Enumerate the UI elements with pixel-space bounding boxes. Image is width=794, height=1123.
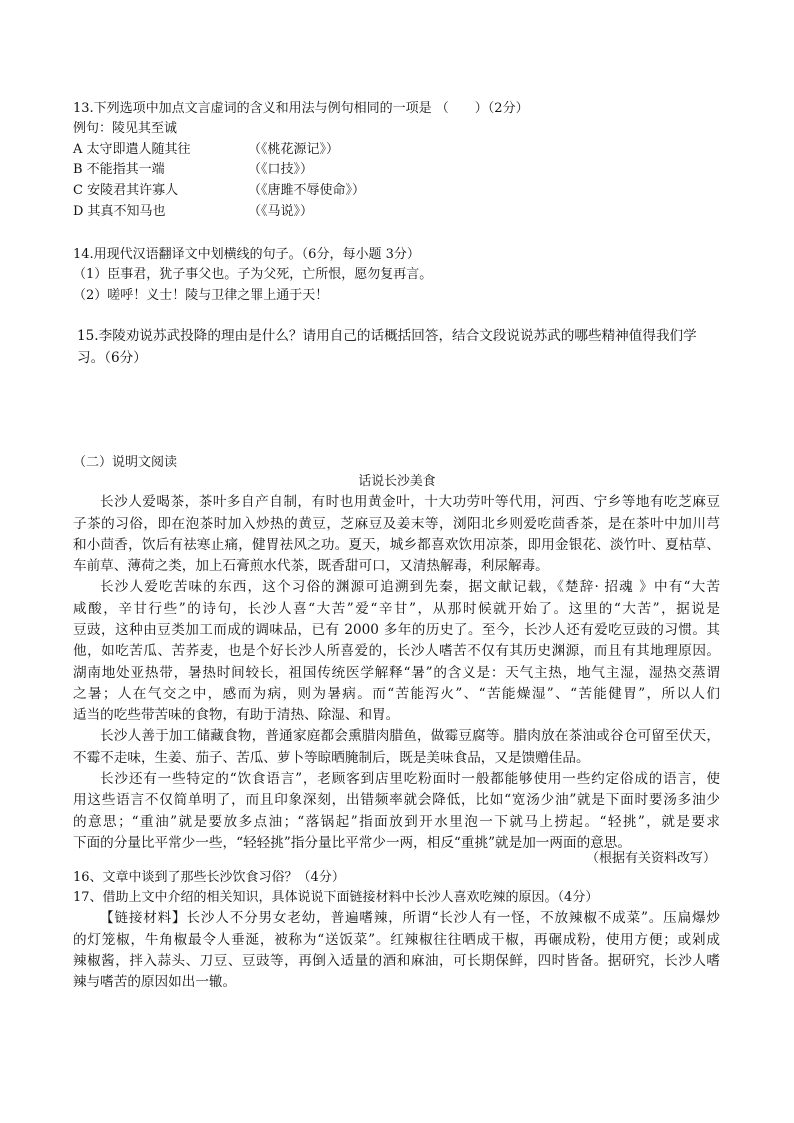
- paragraph-1-line-1: 长沙人爱喝茶，茶叶多自产自制，有时也用黄金叶，十大功劳叶等代用，河西、宁乡等地有吃芝麻豆: [100, 494, 720, 510]
- article-source: （根据有关资料改写）: [585, 851, 716, 866]
- q13-option-c: C 安陵君其许寡人: [73, 183, 179, 198]
- q17-stem: 17、借助上文中介绍的相关知识，具体说说下面链接材料中长沙人喜欢吃辣的原因。（4分）: [73, 890, 599, 905]
- article-title: 话说长沙美食: [358, 474, 436, 489]
- q17-material-line-3: 辣椒酱，拌入蒜头、刀豆、豆豉等，再倒入适量的酒和麻油，可长期保鲜，四时皆备。据研究，长沙人嗜: [73, 953, 720, 969]
- q14-item-2: （2）嗟呼！义士！陵与卫律之罪上通于天！: [73, 288, 329, 303]
- paragraph-3-line-2: 不霉不走味，生姜、茄子、苦瓜、萝卜等晾晒腌制后，既是美味食品，又是馈赠佳品。: [73, 750, 590, 766]
- paragraph-4-line-4: 下面的分量比平常少一些，“轻轻挑”指分量比平常少一两，相反“重挑”就是加一两面的意思。: [73, 835, 631, 851]
- paragraph-2-line-4: 他，如吃苦瓜、苦荞麦，也是个好长沙人所喜爱的，长沙人嗜苦不仅有其历史渊源，而且有其地理原因。: [73, 643, 720, 659]
- q17-material-line-2: 的灯笼椒，牛角椒最令人垂涎，被称为“送饭菜”。红辣椒往往晒成干椒，再碾成粉，使用方便；或剁成: [73, 932, 720, 948]
- paragraph-2-line-2: 咸酸，辛甘行些”的诗句，长沙人喜“大苦”爱“辛甘”，从那时候就开始了。这里的“大苦”，据说是: [73, 601, 720, 617]
- q13-option-c-source: （《唐雎不辱使命》）: [248, 183, 366, 198]
- paragraph-1-line-2: 子茶的习俗，即在泡茶时加入炒热的黄豆，芝麻豆及姜末等，浏阳北乡则爱吃茴香茶，是在茶叶中加川芎: [73, 516, 720, 532]
- q17-material-line-4: 辣与嗜苦的原因如出一辙。: [73, 974, 237, 990]
- paragraph-2-line-5: 湖南地处亚热带，暑热时间较长，祖国传统医学解释“暑”的含义是：天气主热，地气主湿，湿热交蒸谓: [73, 665, 720, 681]
- q13-option-b: B 不能指其一端: [73, 162, 165, 177]
- paragraph-4-line-2: 用这些语言不仅简单明了，而且印象深刻，出错频率就会降低，比如“宽汤少油”就是下面时要汤多油少: [73, 792, 720, 808]
- paragraph-4-line-3: 的意思；“重油”就是要放多点油；“落锅起”指面放到开水里泡一下就马上捞起。“轻挑”，就是要求: [73, 814, 720, 830]
- q14-item-1: （1）臣事君，犹子事父也。子为父死，亡所恨，愿勿复再言。: [73, 267, 433, 282]
- paragraph-1-line-3: 和小茴香，饮后有祛寒止痛，健胃祛风之功。夏天，城乡都喜欢饮用凉茶，即用金银花、淡竹叶、夏枯草、: [73, 537, 720, 553]
- paragraph-3-line-1: 长沙人善于加工储藏食物，普通家庭都会熏腊肉腊鱼，做霉豆腐等。腊肉放在茶油或谷仓可留至伏天，: [100, 728, 720, 744]
- q13-option-d-source: （《马说》）: [248, 204, 314, 219]
- paragraph-1-line-4: 车前草、薄荷之类，加上石膏煎水代茶，既香甜可口，又清热解毒，利尿解毒。: [73, 558, 549, 574]
- q17-material-line-1: 【链接材料】长沙人不分男女老幼，普遍嗜辣，所谓“长沙人有一怪，不放辣椒不成菜”。压扁爆炒: [100, 910, 720, 926]
- paragraph-2-line-6: 之暑；人在气交之中，感而为病，则为暑病。而“苦能泻火”、“苦能燥湿”、“苦能健胃”，所以人们: [73, 686, 720, 702]
- q15-line-1: 15.李陵劝说苏武投降的理由是什么？请用自己的话概括回答，结合文段说说苏武的哪些精神值得我们学: [77, 328, 697, 344]
- q13-option-a-source: （《桃花源记》）: [248, 142, 340, 157]
- q15-line-2: 习。（6分）: [77, 350, 147, 366]
- paragraph-4-line-1: 长沙还有一些特定的“饮食语言”，老顾客到店里吃粉面时一般都能够使用一些约定俗成的语言，使: [100, 771, 720, 787]
- q16-stem: 16、文章中谈到了那些长沙饮食习俗？（4分）: [73, 870, 345, 885]
- q13-option-b-source: （《口技》）: [248, 162, 314, 177]
- paragraph-2-line-7: 适当的吃些带苦味的食物，有助于清热、除湿、和胃。: [73, 707, 400, 723]
- q13-option-a: A 太守即遣人随其往: [73, 142, 191, 157]
- q13-example: 例句：陵见其至诚: [73, 121, 178, 136]
- q14-stem: 14.用现代汉语翻译文中划横线的句子。（6分，每小题 3分）: [73, 247, 420, 262]
- paragraph-2-line-3: 豆豉，这种由豆类加工而成的调味品，已有 2000 多年的历史了。至今，长沙人还有爱吃豆豉的习惯。其: [73, 622, 720, 638]
- paragraph-2-line-1: 长沙人爱吃苦味的东西，这个习俗的渊源可追溯到先秦，据文献记载，《楚辞· 招魂 》中有“大苦: [100, 579, 720, 595]
- section-heading: （二）说明文阅读: [73, 455, 178, 470]
- q13-stem: 13.下列选项中加点文言虚词的含义和用法与例句相同的一项是 （ ）（2分）: [73, 101, 529, 116]
- q13-option-d: D 其真不知马也: [73, 204, 166, 219]
